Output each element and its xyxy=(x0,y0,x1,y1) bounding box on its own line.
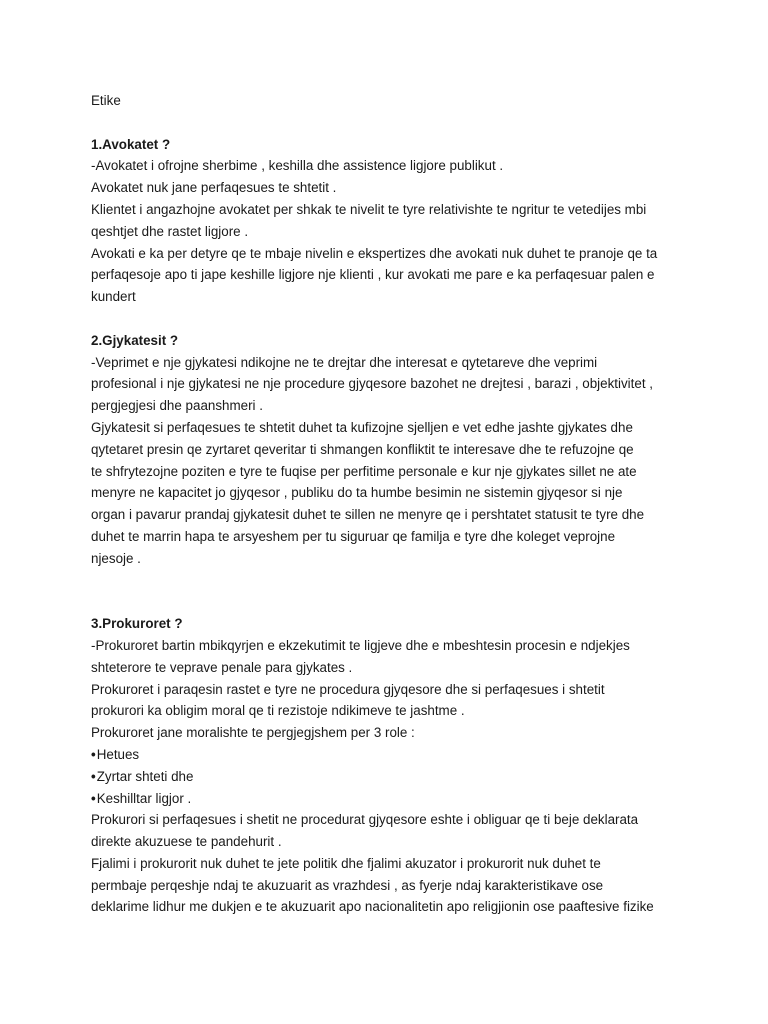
paragraph-line: Prokuroret jane moralishte te pergjegjshem per 3 role : xyxy=(91,725,415,741)
paragraph-line: Gjykatesit si perfaqesues te shtetit duhet ta kufizojne sjelljen e vet edhe jashte gjykates dhe xyxy=(91,419,633,435)
document-page xyxy=(91,90,691,918)
section-heading: 2.Gjykatesit ? xyxy=(91,332,179,348)
paragraph-line: -Prokuroret bartin mbikqyrjen e ekzekutimit te ligjeve dhe e mbeshtesin procesin e ndjekjes xyxy=(91,637,630,653)
paragraph-line: kundert xyxy=(91,289,136,305)
paragraph-line: menyre ne kapacitet jo gjyqesor , publiku do ta humbe besimin ne sistemin gjyqesor si nje xyxy=(91,485,623,501)
paragraph-line: permbaje perqeshje ndaj te akuzuarit as vrazhdesi , as fyerje ndaj karakteristikave ose xyxy=(91,877,604,893)
paragraph-line: te shfrytezojne poziten e tyre te fuqise per perfitime personale e kur nje gjykates sillet ne ate xyxy=(91,463,637,479)
paragraph-line: deklarime lidhur me dukjen e te akuzuarit apo nacionalitetin apo religjionin ose paaftesive fizike xyxy=(91,899,654,915)
document-title: Etike xyxy=(91,93,121,108)
paragraph-line: Prokuroret i paraqesin rastet e tyre ne procedura gjyqesore dhe si perfaqesues i shtetit xyxy=(91,681,605,697)
bullet-item xyxy=(91,766,691,788)
paragraph-line: -Veprimet e nje gjykatesi ndikojne ne te drejtar dhe interesat e qytetareve dhe veprimi xyxy=(91,354,598,370)
bullet-text: Hetues xyxy=(96,746,140,762)
section-heading: 3.Prokuroret ? xyxy=(91,616,183,632)
paragraph-line: pergjegjesi dhe paanshmeri . xyxy=(91,398,263,414)
bullet-item xyxy=(91,744,691,766)
paragraph-line: duhet te marrin hapa te arsyeshem per tu siguruar qe familja e tyre dhe koleget veprojne xyxy=(91,528,616,544)
paragraph-line: njesoje . xyxy=(91,550,141,566)
paragraph-line: qytetaret presin qe zyrtaret qeveritar ti shmangen konfliktit te interesave dhe te refuzojne qe xyxy=(91,441,634,457)
paragraph-line: prokurori ka obligim moral qe ti rezistoje ndikimeve te jashtme . xyxy=(91,703,465,719)
section-avokatet xyxy=(91,134,691,308)
bullet-item xyxy=(91,788,691,810)
paragraph-line: Avokati e ka per detyre qe te mbaje nivelin e ekspertizes dhe avokati nuk duhet te pranoje qe ta xyxy=(91,245,658,261)
paragraph-line: Avokatet nuk jane perfaqesues te shtetit . xyxy=(91,180,337,196)
section-gjykatesit xyxy=(91,330,691,570)
paragraph-line: shteterore te veprave penale para gjykates . xyxy=(91,659,353,675)
paragraph-line: Fjalimi i prokurorit nuk duhet te jete politik dhe fjalimi akuzator i prokurorit nuk duhet te xyxy=(91,855,601,871)
paragraph-line: -Avokatet i ofrojne sherbime , keshilla dhe assistence ligjore publikut . xyxy=(91,158,504,174)
paragraph-line: perfaqesoje apo ti jape keshille ligjore nje klienti , kur avokati me pare e ka perfaqesuar palen e xyxy=(91,267,655,283)
bullet-text: Zyrtar shteti dhe xyxy=(96,768,194,784)
section-heading: 1.Avokatet ? xyxy=(91,136,171,152)
paragraph-line: profesional i nje gjykatesi ne nje procedure gjyqesore bazohet ne drejtesi , barazi , objektivitet , xyxy=(91,376,653,392)
paragraph-line: Klientet i angazhojne avokatet per shkak te nivelit te tyre relativishte te ngritur te vetedijes mbi xyxy=(91,201,647,217)
paragraph-line: Prokurori si perfaqesues i shetit ne procedurat gjyqesore eshte i obliguar qe ti beje deklarata xyxy=(91,812,639,828)
paragraph-line: qeshtjet dhe rastet ligjore . xyxy=(91,223,249,239)
bullet-text: Keshilltar ligjor . xyxy=(96,790,192,806)
paragraph-line: direkte akuzuese te pandehurit . xyxy=(91,834,282,850)
section-prokuroret xyxy=(91,613,691,918)
paragraph-line: organ i pavarur prandaj gjykatesit duhet te sillen ne menyre qe i pershtatet statusit te tyre dhe xyxy=(91,507,645,523)
